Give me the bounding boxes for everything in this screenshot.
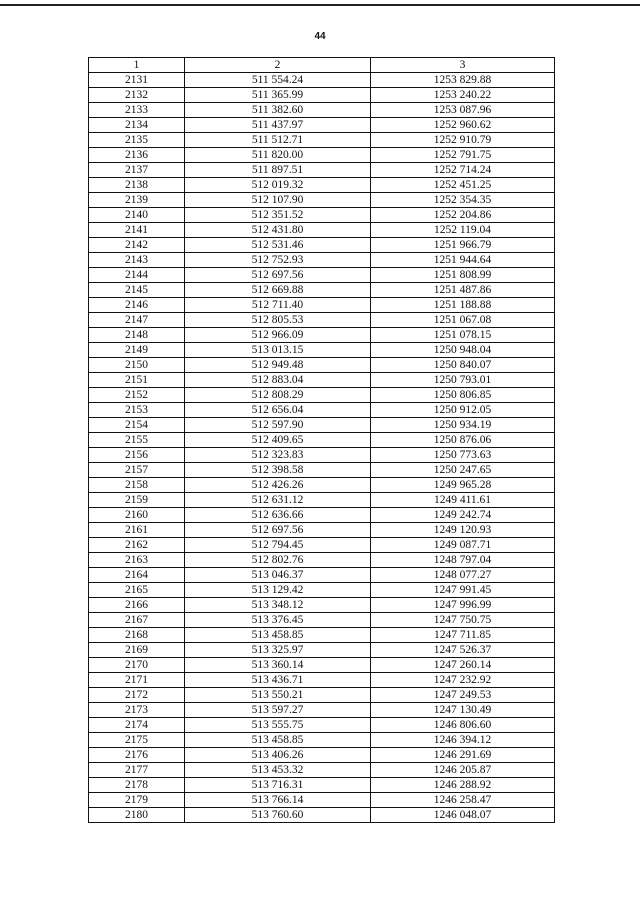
y-coordinate-cell: 1250 948.04 xyxy=(371,343,555,358)
y-coordinate-cell: 1252 791.75 xyxy=(371,148,555,163)
x-coordinate-cell: 513 555.75 xyxy=(185,718,371,733)
table-row xyxy=(89,133,555,148)
table-row xyxy=(89,358,555,373)
point-number-cell: 2175 xyxy=(89,733,185,748)
x-coordinate-cell: 512 883.04 xyxy=(185,373,371,388)
point-number-cell: 2180 xyxy=(89,808,185,823)
x-coordinate-cell: 512 949.48 xyxy=(185,358,371,373)
x-coordinate-cell: 513 376.45 xyxy=(185,613,371,628)
point-number-cell: 2167 xyxy=(89,613,185,628)
x-coordinate-cell: 511 512.71 xyxy=(185,133,371,148)
point-number-cell: 2141 xyxy=(89,223,185,238)
y-coordinate-cell: 1252 960.62 xyxy=(371,118,555,133)
y-coordinate-cell: 1250 934.19 xyxy=(371,418,555,433)
point-number-cell: 2131 xyxy=(89,73,185,88)
y-coordinate-cell: 1252 354.35 xyxy=(371,193,555,208)
x-coordinate-cell: 512 802.76 xyxy=(185,553,371,568)
point-number-cell: 2162 xyxy=(89,538,185,553)
y-coordinate-cell: 1252 451.25 xyxy=(371,178,555,193)
table-row xyxy=(89,778,555,793)
y-coordinate-cell: 1247 526.37 xyxy=(371,643,555,658)
x-coordinate-cell: 512 808.29 xyxy=(185,388,371,403)
table-row xyxy=(89,118,555,133)
x-coordinate-cell: 512 631.12 xyxy=(185,493,371,508)
point-number-cell: 2166 xyxy=(89,598,185,613)
table-row xyxy=(89,433,555,448)
column-header-x: 2 xyxy=(185,58,371,73)
y-coordinate-cell: 1250 793.01 xyxy=(371,373,555,388)
y-coordinate-cell: 1249 120.93 xyxy=(371,523,555,538)
point-number-cell: 2155 xyxy=(89,433,185,448)
y-coordinate-cell: 1247 232.92 xyxy=(371,673,555,688)
y-coordinate-cell: 1252 714.24 xyxy=(371,163,555,178)
table-row xyxy=(89,553,555,568)
point-number-cell: 2159 xyxy=(89,493,185,508)
y-coordinate-cell: 1246 806.60 xyxy=(371,718,555,733)
point-number-cell: 2133 xyxy=(89,103,185,118)
table-row xyxy=(89,523,555,538)
table-row xyxy=(89,793,555,808)
y-coordinate-cell: 1251 808.99 xyxy=(371,268,555,283)
point-number-cell: 2138 xyxy=(89,178,185,193)
point-number-cell: 2149 xyxy=(89,343,185,358)
table-row xyxy=(89,763,555,778)
x-coordinate-cell: 513 766.14 xyxy=(185,793,371,808)
point-number-cell: 2171 xyxy=(89,673,185,688)
y-coordinate-cell: 1253 240.22 xyxy=(371,88,555,103)
point-number-cell: 2172 xyxy=(89,688,185,703)
y-coordinate-cell: 1252 204.86 xyxy=(371,208,555,223)
top-rule xyxy=(0,4,640,6)
table-row xyxy=(89,643,555,658)
y-coordinate-cell: 1246 394.12 xyxy=(371,733,555,748)
table-row xyxy=(89,253,555,268)
table-row xyxy=(89,658,555,673)
x-coordinate-cell: 511 437.97 xyxy=(185,118,371,133)
point-number-cell: 2176 xyxy=(89,748,185,763)
x-coordinate-cell: 512 426.26 xyxy=(185,478,371,493)
y-coordinate-cell: 1250 840.07 xyxy=(371,358,555,373)
y-coordinate-cell: 1247 249.53 xyxy=(371,688,555,703)
x-coordinate-cell: 513 453.32 xyxy=(185,763,371,778)
x-coordinate-cell: 513 348.12 xyxy=(185,598,371,613)
x-coordinate-cell: 512 597.90 xyxy=(185,418,371,433)
x-coordinate-cell: 512 794.45 xyxy=(185,538,371,553)
table-row xyxy=(89,388,555,403)
table-row xyxy=(89,208,555,223)
table-header-row xyxy=(89,58,555,73)
point-number-cell: 2134 xyxy=(89,118,185,133)
point-number-cell: 2135 xyxy=(89,133,185,148)
y-coordinate-cell: 1251 944.64 xyxy=(371,253,555,268)
y-coordinate-cell: 1247 996.99 xyxy=(371,598,555,613)
point-number-cell: 2151 xyxy=(89,373,185,388)
point-number-cell: 2136 xyxy=(89,148,185,163)
x-coordinate-cell: 511 365.99 xyxy=(185,88,371,103)
x-coordinate-cell: 512 398.58 xyxy=(185,463,371,478)
point-number-cell: 2169 xyxy=(89,643,185,658)
point-number-cell: 2150 xyxy=(89,358,185,373)
x-coordinate-cell: 513 325.97 xyxy=(185,643,371,658)
x-coordinate-cell: 513 716.31 xyxy=(185,778,371,793)
table-row xyxy=(89,598,555,613)
table-row xyxy=(89,193,555,208)
table-row xyxy=(89,628,555,643)
table-row xyxy=(89,148,555,163)
table-row xyxy=(89,373,555,388)
x-coordinate-cell: 513 550.21 xyxy=(185,688,371,703)
table-row xyxy=(89,238,555,253)
point-number-cell: 2154 xyxy=(89,418,185,433)
y-coordinate-cell: 1246 258.47 xyxy=(371,793,555,808)
point-number-cell: 2178 xyxy=(89,778,185,793)
x-coordinate-cell: 512 019.32 xyxy=(185,178,371,193)
y-coordinate-cell: 1253 829.88 xyxy=(371,73,555,88)
point-number-cell: 2137 xyxy=(89,163,185,178)
x-coordinate-cell: 513 406.26 xyxy=(185,748,371,763)
table-row xyxy=(89,88,555,103)
table-row xyxy=(89,748,555,763)
y-coordinate-cell: 1250 773.63 xyxy=(371,448,555,463)
y-coordinate-cell: 1251 078.15 xyxy=(371,328,555,343)
y-coordinate-cell: 1248 797.04 xyxy=(371,553,555,568)
table-row xyxy=(89,103,555,118)
x-coordinate-cell: 511 382.60 xyxy=(185,103,371,118)
table-row xyxy=(89,343,555,358)
x-coordinate-cell: 512 656.04 xyxy=(185,403,371,418)
y-coordinate-cell: 1250 806.85 xyxy=(371,388,555,403)
y-coordinate-cell: 1252 910.79 xyxy=(371,133,555,148)
table-row xyxy=(89,178,555,193)
y-coordinate-cell: 1249 411.61 xyxy=(371,493,555,508)
table-row xyxy=(89,673,555,688)
table-row xyxy=(89,718,555,733)
y-coordinate-cell: 1251 188.88 xyxy=(371,298,555,313)
y-coordinate-cell: 1249 965.28 xyxy=(371,478,555,493)
y-coordinate-cell: 1250 247.65 xyxy=(371,463,555,478)
point-number-cell: 2147 xyxy=(89,313,185,328)
table-row xyxy=(89,268,555,283)
table-row xyxy=(89,568,555,583)
point-number-cell: 2157 xyxy=(89,463,185,478)
x-coordinate-cell: 512 431.80 xyxy=(185,223,371,238)
x-coordinate-cell: 513 760.60 xyxy=(185,808,371,823)
x-coordinate-cell: 513 046.37 xyxy=(185,568,371,583)
point-number-cell: 2164 xyxy=(89,568,185,583)
point-number-cell: 2132 xyxy=(89,88,185,103)
column-header-y: 3 xyxy=(371,58,555,73)
y-coordinate-cell: 1253 087.96 xyxy=(371,103,555,118)
x-coordinate-cell: 512 636.66 xyxy=(185,508,371,523)
point-number-cell: 2139 xyxy=(89,193,185,208)
x-coordinate-cell: 513 458.85 xyxy=(185,628,371,643)
y-coordinate-cell: 1251 067.08 xyxy=(371,313,555,328)
point-number-cell: 2168 xyxy=(89,628,185,643)
table-row xyxy=(89,538,555,553)
point-number-cell: 2140 xyxy=(89,208,185,223)
y-coordinate-cell: 1248 077.27 xyxy=(371,568,555,583)
table-row xyxy=(89,613,555,628)
point-number-cell: 2177 xyxy=(89,763,185,778)
table-row xyxy=(89,163,555,178)
y-coordinate-cell: 1246 205.87 xyxy=(371,763,555,778)
point-number-cell: 2152 xyxy=(89,388,185,403)
point-number-cell: 2158 xyxy=(89,478,185,493)
y-coordinate-cell: 1247 130.49 xyxy=(371,703,555,718)
table-row xyxy=(89,688,555,703)
x-coordinate-cell: 512 697.56 xyxy=(185,268,371,283)
y-coordinate-cell: 1250 876.06 xyxy=(371,433,555,448)
x-coordinate-cell: 513 436.71 xyxy=(185,673,371,688)
x-coordinate-cell: 512 697.56 xyxy=(185,523,371,538)
table-row xyxy=(89,583,555,598)
table-row xyxy=(89,463,555,478)
table-row xyxy=(89,508,555,523)
table-row xyxy=(89,478,555,493)
y-coordinate-cell: 1246 048.07 xyxy=(371,808,555,823)
point-number-cell: 2160 xyxy=(89,508,185,523)
x-coordinate-cell: 512 531.46 xyxy=(185,238,371,253)
table-row xyxy=(89,733,555,748)
table-row xyxy=(89,73,555,88)
table-row xyxy=(89,223,555,238)
table-row xyxy=(89,283,555,298)
table-row xyxy=(89,703,555,718)
x-coordinate-cell: 512 711.40 xyxy=(185,298,371,313)
y-coordinate-cell: 1249 087.71 xyxy=(371,538,555,553)
y-coordinate-cell: 1252 119.04 xyxy=(371,223,555,238)
y-coordinate-cell: 1247 711.85 xyxy=(371,628,555,643)
point-number-cell: 2179 xyxy=(89,793,185,808)
y-coordinate-cell: 1251 966.79 xyxy=(371,238,555,253)
point-number-cell: 2173 xyxy=(89,703,185,718)
table-row xyxy=(89,448,555,463)
x-coordinate-cell: 512 805.53 xyxy=(185,313,371,328)
y-coordinate-cell: 1247 991.45 xyxy=(371,583,555,598)
y-coordinate-cell: 1249 242.74 xyxy=(371,508,555,523)
coordinates-table xyxy=(88,57,555,823)
table-row xyxy=(89,493,555,508)
x-coordinate-cell: 513 360.14 xyxy=(185,658,371,673)
point-number-cell: 2153 xyxy=(89,403,185,418)
point-number-cell: 2170 xyxy=(89,658,185,673)
x-coordinate-cell: 511 820.00 xyxy=(185,148,371,163)
y-coordinate-cell: 1247 260.14 xyxy=(371,658,555,673)
x-coordinate-cell: 512 351.52 xyxy=(185,208,371,223)
x-coordinate-cell: 513 458.85 xyxy=(185,733,371,748)
x-coordinate-cell: 513 129.42 xyxy=(185,583,371,598)
x-coordinate-cell: 512 323.83 xyxy=(185,448,371,463)
x-coordinate-cell: 512 107.90 xyxy=(185,193,371,208)
y-coordinate-cell: 1247 750.75 xyxy=(371,613,555,628)
point-number-cell: 2145 xyxy=(89,283,185,298)
point-number-cell: 2143 xyxy=(89,253,185,268)
point-number-cell: 2174 xyxy=(89,718,185,733)
x-coordinate-cell: 513 013.15 xyxy=(185,343,371,358)
page-number: 44 xyxy=(314,31,326,42)
y-coordinate-cell: 1246 288.92 xyxy=(371,778,555,793)
x-coordinate-cell: 512 752.93 xyxy=(185,253,371,268)
y-coordinate-cell: 1250 912.05 xyxy=(371,403,555,418)
x-coordinate-cell: 512 669.88 xyxy=(185,283,371,298)
table-row xyxy=(89,808,555,823)
x-coordinate-cell: 513 597.27 xyxy=(185,703,371,718)
point-number-cell: 2163 xyxy=(89,553,185,568)
y-coordinate-cell: 1251 487.86 xyxy=(371,283,555,298)
table-row xyxy=(89,403,555,418)
table-row xyxy=(89,418,555,433)
x-coordinate-cell: 511 897.51 xyxy=(185,163,371,178)
point-number-cell: 2148 xyxy=(89,328,185,343)
x-coordinate-cell: 512 966.09 xyxy=(185,328,371,343)
point-number-cell: 2156 xyxy=(89,448,185,463)
point-number-cell: 2144 xyxy=(89,268,185,283)
table-row xyxy=(89,328,555,343)
column-header-point: 1 xyxy=(89,58,185,73)
point-number-cell: 2165 xyxy=(89,583,185,598)
point-number-cell: 2161 xyxy=(89,523,185,538)
table-row xyxy=(89,298,555,313)
table-row xyxy=(89,313,555,328)
x-coordinate-cell: 511 554.24 xyxy=(185,73,371,88)
point-number-cell: 2142 xyxy=(89,238,185,253)
y-coordinate-cell: 1246 291.69 xyxy=(371,748,555,763)
point-number-cell: 2146 xyxy=(89,298,185,313)
x-coordinate-cell: 512 409.65 xyxy=(185,433,371,448)
